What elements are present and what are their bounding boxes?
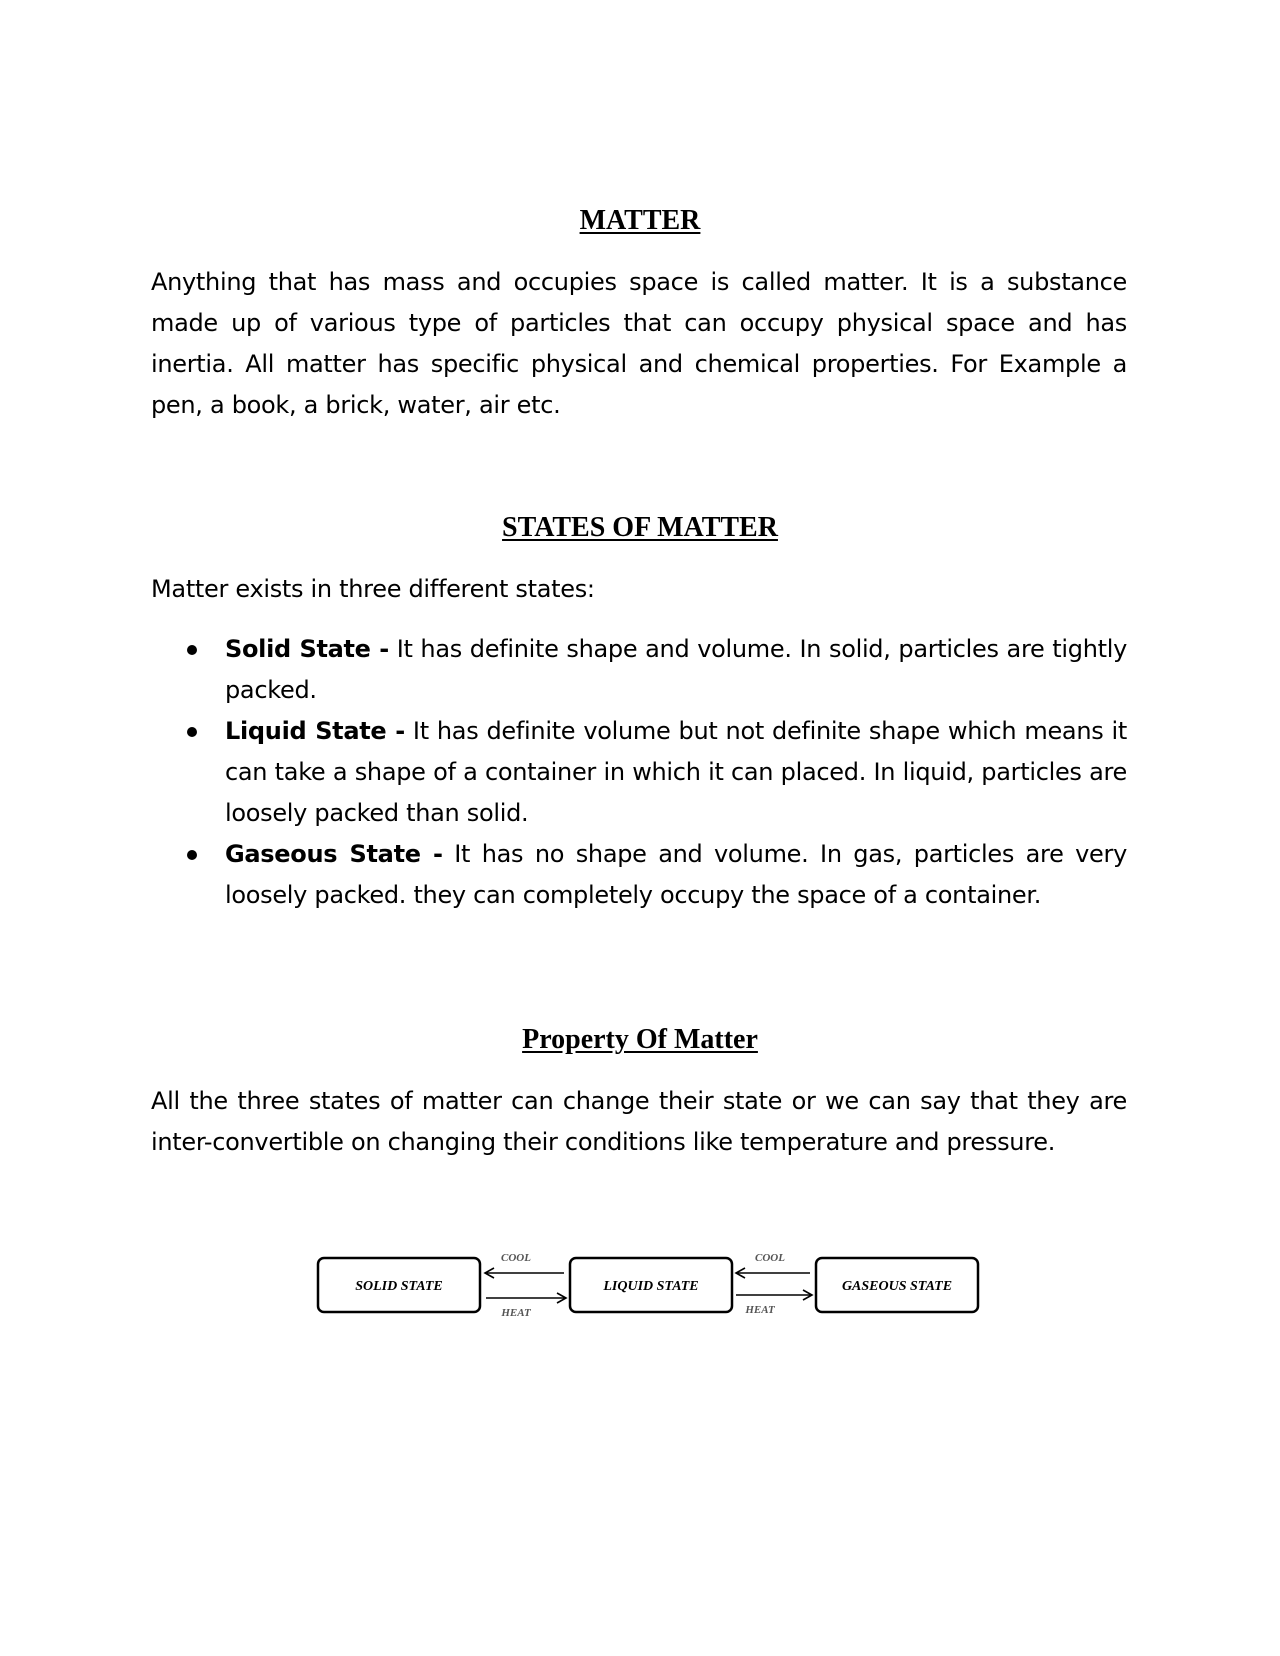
cool-label: COOL: [501, 1252, 531, 1264]
list-item-term: Gaseous State -: [225, 840, 443, 868]
states-heading: STATES OF MATTER: [502, 512, 778, 543]
list-item-text: It has definite shape and volume. In solid, particles are tightly packed.: [225, 635, 1127, 704]
liquid-gaseous-arrows: [736, 1252, 812, 1316]
bullet-icon: [187, 850, 197, 860]
list-item-term: Liquid State -: [225, 717, 405, 745]
list-item-text: It has definite volume but not definite shape which means it can take a shape of a container in which it can placed. In liquid, particles are loosely packed than solid.: [225, 717, 1127, 827]
liquid-state-label: LIQUID STATE: [603, 1279, 699, 1294]
property-heading: Property Of Matter: [522, 1024, 758, 1055]
list-item-text: It has no shape and volume. In gas, particles are very loosely packed. they can completely occupy the space of a container.: [225, 840, 1127, 909]
solid-state-box: [318, 1258, 480, 1312]
list-item-gaseous: [151, 834, 1127, 916]
liquid-state-box: [570, 1258, 732, 1312]
property-body: All the three states of matter can change their state or we can say that they are inter-convertible on changing their conditions like temperature and pressure.: [151, 1087, 1127, 1156]
matter-definition: Anything that has mass and occupies space is called matter. It is a substance made up of various type of particles that can occupy physical space and has inertia. All matter has specific physical and chemical properties. For Example a pen, a book, a brick, water, air etc.: [151, 268, 1127, 419]
list-item-liquid: [151, 711, 1127, 834]
states-list: [151, 629, 1127, 916]
bullet-icon: [187, 727, 197, 737]
state-change-diagram: [310, 1240, 990, 1320]
gaseous-state-label: GASEOUS STATE: [841, 1279, 953, 1294]
states-intro: Matter exists in three different states:: [151, 575, 595, 603]
solid-state-label: SOLID STATE: [355, 1279, 443, 1294]
cool-label: COOL: [755, 1252, 785, 1264]
list-item-term: Solid State -: [225, 635, 389, 663]
heat-label: HEAT: [745, 1304, 775, 1316]
matter-heading: MATTER: [579, 205, 701, 236]
list-item-solid: [151, 629, 1127, 711]
bullet-icon: [187, 645, 197, 655]
solid-liquid-arrows: [485, 1252, 566, 1319]
heat-label: HEAT: [501, 1307, 531, 1319]
gaseous-state-box: [816, 1258, 978, 1312]
